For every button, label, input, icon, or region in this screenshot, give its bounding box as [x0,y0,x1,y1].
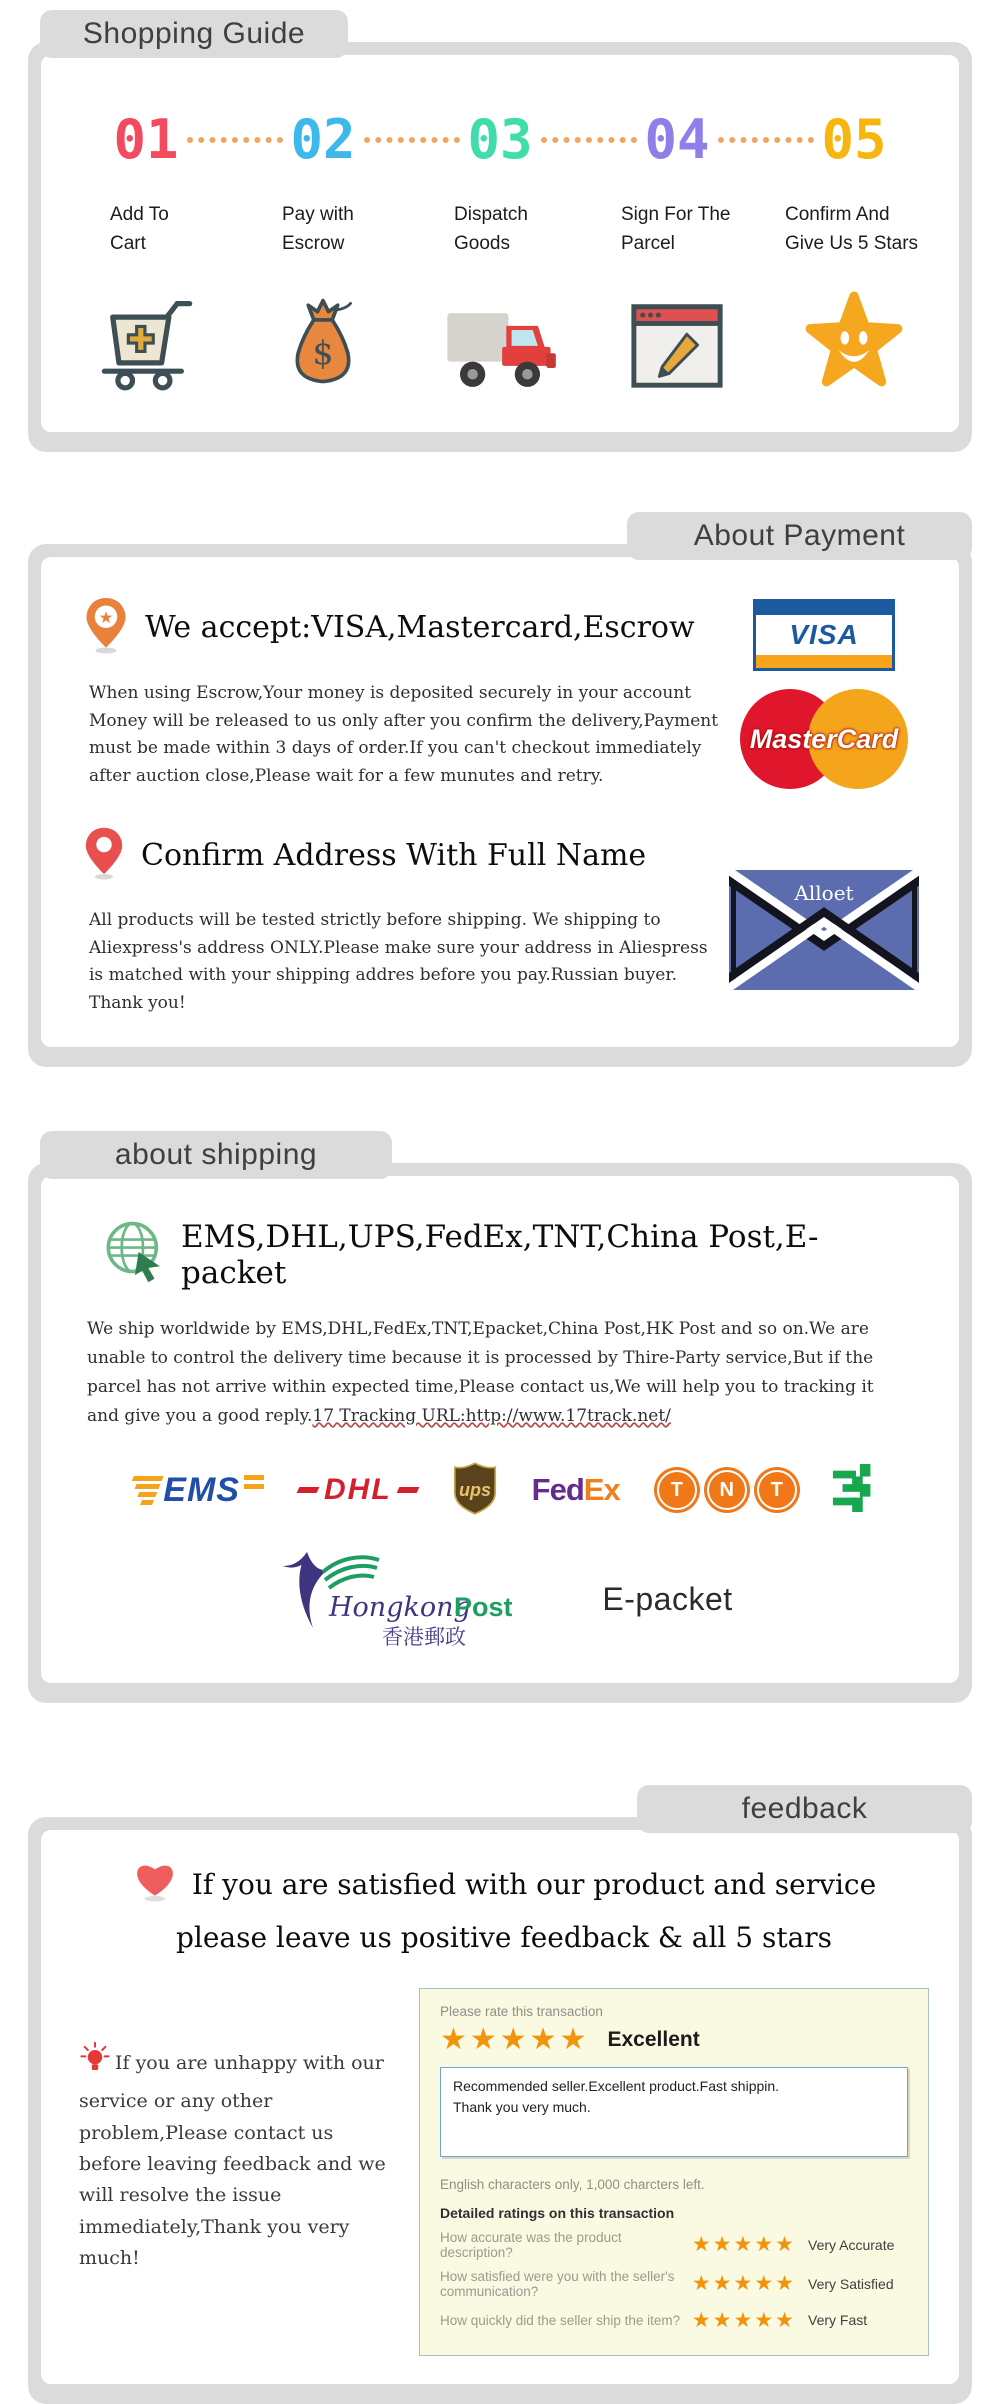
tnt-logo: T N T [654,1470,797,1510]
step-icons-row [56,284,944,392]
svg-text:ups: ups [458,1479,491,1500]
address-title: Confirm Address With Full Name [141,838,647,874]
rating-row-accuracy: How accurate was the product description? ★★★★★ Very Accurate [440,2229,895,2260]
about-payment-tab-label: About Payment [693,519,906,552]
accept-body: When using Escrow,Your money is deposited securely in your account Money will be released to us only after you confirm the delivery,Payment must be made within 3 days of order.If you can't checkout immediately after auction close,Please wait for a few munutes and retry. [89,683,719,786]
rating-row-communication: How satisfied were you with the seller's communication? ★★★★★ Very Satisfied [440,2268,894,2299]
step-3-number: 03 [412,113,589,167]
step-5-number: 05 [821,108,887,171]
dhl-logo: DHL [298,1473,418,1507]
about-payment-section [28,512,972,1067]
about-shipping-tab-label: about shipping [114,1138,318,1172]
characters-left-note: English characters only, 1,000 charcters left. [440,2176,705,2192]
accuracy-stars[interactable]: ★★★★★ [691,2233,796,2257]
feedback-form [419,1988,929,2356]
about-payment-card [41,557,959,1047]
svg-text:$: $ [312,333,334,373]
lightbulb-icon [79,2040,111,2086]
pin-red-icon [83,824,125,887]
communication-stars[interactable]: ★★★★★ [691,2272,796,2296]
ems-speedlines-icon [119,1468,163,1512]
about-shipping-card [41,1176,959,1683]
visa-logo: VISA [753,599,895,671]
about-payment-tab [627,512,972,560]
feedback-note: If you are unhappy with our service or any other problem,Please contact us before leaving feedback and we will resolve the issue immediately,Thank you very much! [79,1988,397,2356]
money-bag-icon [235,284,412,392]
cart-icon [58,284,235,392]
ems-logo: EMS [119,1468,264,1512]
feedback-heading-line1: If you are satisfied with our product and service [79,1860,929,1909]
shipping-body: We ship worldwide by EMS,DHL,FedEx,TNT,Epacket,China Post,HK Post and so on.We are unable to control the delivery time because it is processed by Thire-Party service,But if the parcel has not arrive within expected time,Please contact us,We will help you to tracking it and give you a good reply.17 Tracking URL:http://www.17track.net/ [87,1319,874,1426]
mastercard-logo: MasterCard [740,689,908,789]
about-shipping-panel [28,1163,972,1703]
rating-row-shipping-speed: How quickly did the seller ship the item? ★★★★★ Very Fast [440,2308,868,2332]
about-shipping-section [28,1131,972,1703]
step-1-label: Add To Cart [110,204,169,254]
step-3-label: Dispatch Goods [454,204,528,254]
feedback-section [28,1785,972,2404]
second-logos-row [81,1546,919,1653]
sign-window-icon [589,284,766,392]
shopping-guide-tab [40,10,348,58]
envelope-icon [729,870,919,995]
svg-text:Post: Post [454,1591,513,1622]
step-5-label: Confirm And Give Us 5 Stars [785,204,919,254]
heart-icon [132,1860,178,1909]
feedback-tab [637,1785,972,1833]
hongkong-post-logo [267,1546,512,1653]
epacket-label: E-packet [602,1580,733,1617]
fedex-logo: FedEx [531,1472,620,1508]
detailed-ratings-label: Detailed ratings on this transaction [440,2204,675,2221]
accept-title: We accept:VISA,Mastercard,Escrow [145,610,695,645]
envelope-label: Alloet [794,881,854,906]
tracking-url-link[interactable]: 17 Tracking URL:http://www.17track.net/ [312,1405,671,1426]
shopping-guide-section [28,10,972,452]
shopping-guide-tab-label: Shopping Guide [82,17,306,50]
overall-rating-stars[interactable]: ★★★★★ [440,2022,590,2056]
feedback-comment-textarea[interactable]: Recommended seller.Excellent product.Fast shippin. Thank you very much. [440,2067,908,2157]
step-2-label: Pay with Escrow [282,204,354,254]
about-payment-panel [28,544,972,1067]
step-2-number: 02 [235,113,412,167]
carrier-logos-row [81,1461,919,1520]
china-post-logo [831,1462,881,1519]
svg-text:★: ★ [98,608,114,627]
step-1-number: 01 [58,113,235,167]
rating-word: Excellent [607,2027,700,2051]
shipping-title: EMS,DHL,UPS,FedEx,TNT,China Post,E-packet [181,1218,819,1291]
step-4-label: Sign For The Parcel [621,204,731,254]
about-shipping-tab [40,1131,392,1179]
shopping-guide-panel [28,42,972,452]
globe-cursor-icon [103,1218,167,1291]
feedback-tab-label: feedback [741,1791,868,1825]
step-numbers-row [56,108,944,171]
svg-text:Hongkong: Hongkong [329,1591,472,1623]
pin-star-icon [83,595,129,660]
svg-text:香港郵政: 香港郵政 [382,1624,467,1648]
shipping-speed-stars[interactable]: ★★★★★ [691,2308,796,2332]
address-row [83,824,924,1017]
address-body: All products will be tested strictly before shipping. We shipping to Aliexpress's address ONLY.Please make sure your address in Aliespress is matched with your shipping addres before you pay.Russian buyer. Thank you! [89,910,708,1013]
rate-transaction-label: Please rate this transaction [440,2003,603,2019]
step-labels-row [56,201,944,258]
accept-row [83,595,924,790]
shopping-guide-card [41,55,959,432]
feedback-heading-line2: please leave us positive feedback & all 5 stars [175,1920,833,1954]
feedback-panel [28,1817,972,2404]
star-smiley-icon [766,284,943,392]
truck-icon [412,284,589,392]
feedback-card [41,1830,959,2384]
ups-logo [452,1461,498,1520]
step-4-number: 04 [589,113,766,167]
